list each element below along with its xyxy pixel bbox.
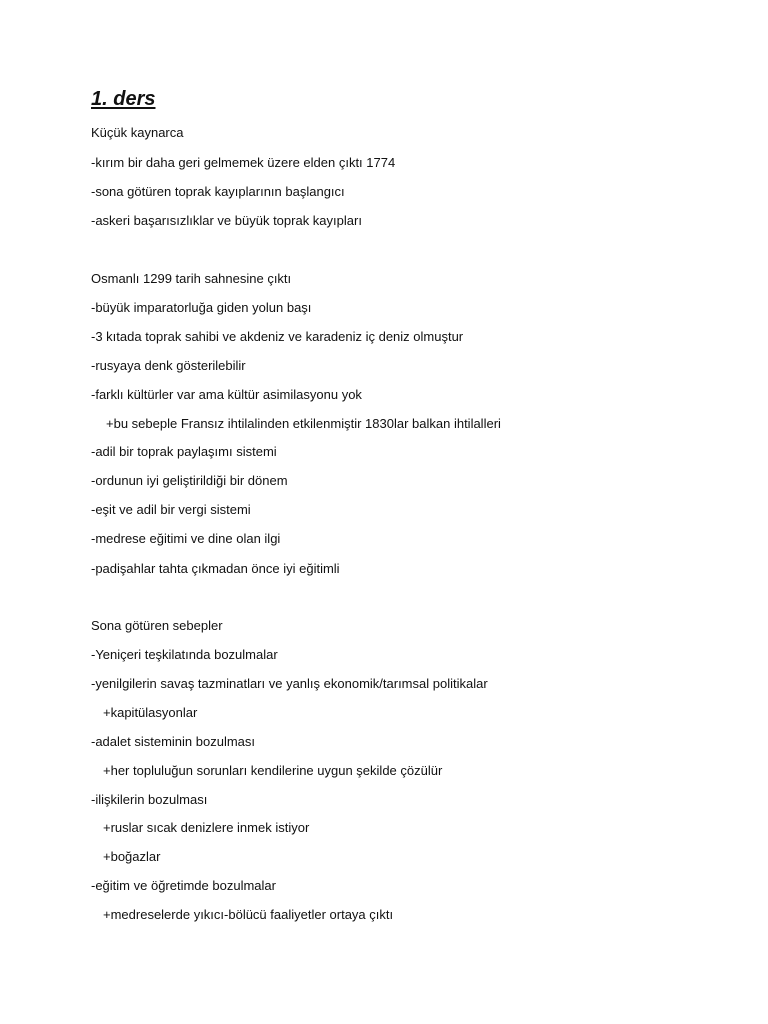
list-item: -eğitim ve öğretimde bozulmalar	[91, 878, 276, 893]
sub-list-item: +bu sebeple Fransız ihtilalinden etkilenmiştir 1830lar balkan ihtilalleri	[106, 416, 501, 431]
section-heading-kucuk-kaynarca: Küçük kaynarca	[91, 125, 184, 140]
list-item: -padişahlar tahta çıkmadan önce iyi eğitimli	[91, 561, 340, 576]
sub-list-item: +her topluluğun sorunları kendilerine uygun şekilde çözülür	[103, 763, 443, 778]
list-item: -kırım bir daha geri gelmemek üzere elden çıktı 1774	[91, 155, 396, 170]
list-item: -yenilgilerin savaş tazminatları ve yanlış ekonomik/tarımsal politikalar	[91, 676, 488, 691]
sub-list-item: +medreselerde yıkıcı-bölücü faaliyetler ortaya çıktı	[103, 907, 394, 922]
sub-list-item: +ruslar sıcak denizlere inmek istiyor	[103, 820, 310, 835]
list-item: -askeri başarısızlıklar ve büyük toprak kayıpları	[91, 213, 362, 228]
list-item: -büyük imparatorluğa giden yolun başı	[91, 300, 312, 315]
list-item: -medrese eğitimi ve dine olan ilgi	[91, 531, 281, 546]
list-item: -adil bir toprak paylaşımı sistemi	[91, 444, 277, 459]
sub-list-item: +boğazlar	[103, 849, 161, 864]
document-title: 1. ders	[91, 88, 156, 110]
section-heading-osmanli: Osmanlı 1299 tarih sahnesine çıktı	[91, 271, 292, 286]
list-item: -adalet sisteminin bozulması	[91, 734, 256, 749]
list-item: -3 kıtada toprak sahibi ve akdeniz ve karadeniz iç deniz olmuştur	[91, 329, 464, 344]
sub-list-item: +kapitülasyonlar	[103, 705, 198, 720]
list-item: -eşit ve adil bir vergi sistemi	[91, 502, 251, 517]
section-heading-sona-goturen-sebepler: Sona götüren sebepler	[91, 618, 223, 633]
list-item: -farklı kültürler var ama kültür asimilasyonu yok	[91, 387, 362, 402]
list-item: -rusyaya denk gösterilebilir	[91, 358, 246, 373]
list-item: -Yeniçeri teşkilatında bozulmalar	[91, 647, 278, 662]
list-item: -ordunun iyi geliştirildiği bir dönem	[91, 473, 288, 488]
list-item: -ilişkilerin bozulması	[91, 792, 208, 807]
list-item: -sona götüren toprak kayıplarının başlangıcı	[91, 184, 345, 199]
